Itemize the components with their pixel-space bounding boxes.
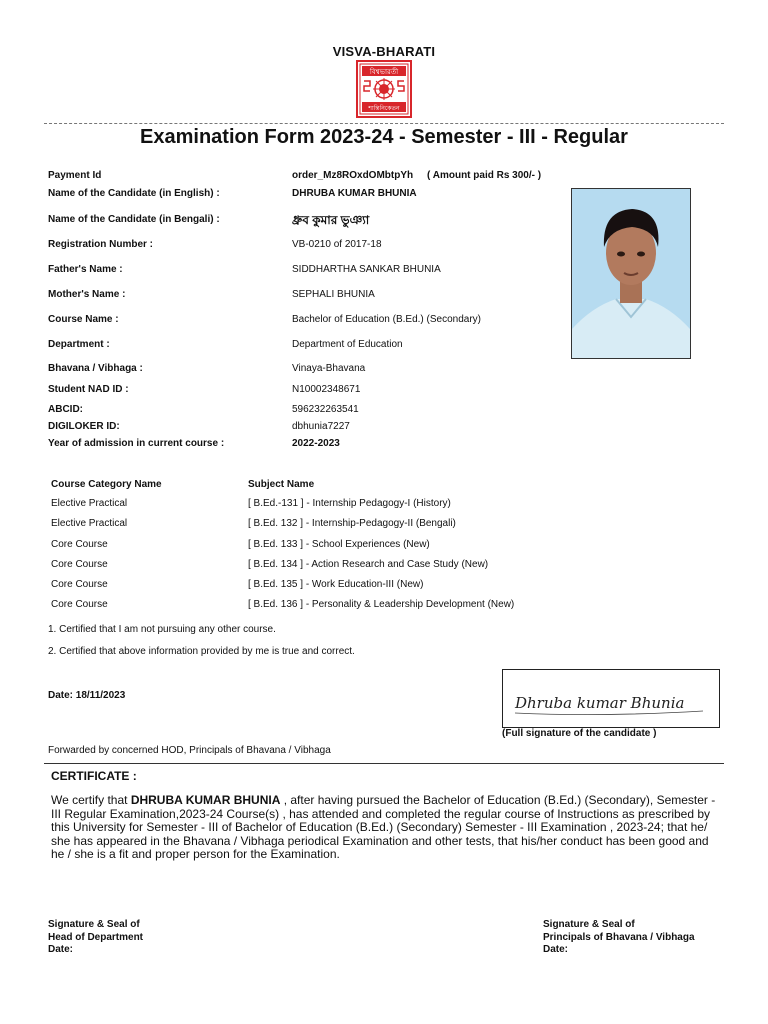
payment-id-label: Payment Id	[48, 170, 102, 181]
principal-signature-line-2: Principals of Bhavana / Vibhaga	[543, 931, 695, 943]
signature-caption: (Full signature of the candidate )	[502, 728, 657, 739]
table-row-subject: [ B.Ed.-131 ] - Internship Pedagogy-I (History)	[248, 498, 451, 509]
mother-name-label: Mother's Name :	[48, 289, 126, 300]
table-row-category: Core Course	[51, 559, 108, 570]
candidate-photo	[571, 188, 691, 359]
candidate-signature: Dhruba kumar Bhunia	[515, 694, 685, 712]
abcid-value: 596232263541	[292, 404, 359, 415]
mother-name-value: SEPHALI BHUNIA	[292, 289, 375, 300]
subject-table-header-category: Course Category Name	[51, 479, 162, 490]
table-row-subject: [ B.Ed. 133 ] - School Experiences (New)	[248, 539, 430, 550]
name-bn-label: Name of the Candidate (in Bengali) :	[48, 214, 220, 225]
hod-signature-line-1: Signature & Seal of	[48, 919, 140, 930]
certificate-candidate-name: DHRUBA KUMAR BHUNIA	[130, 793, 281, 807]
candidate-signature-box	[502, 669, 720, 728]
bhavana-label: Bhavana / Vibhaga :	[48, 363, 143, 374]
name-en-value: DHRUBA KUMAR BHUNIA	[292, 188, 417, 199]
table-row-subject: [ B.Ed. 134 ] - Action Research and Case Study (New)	[248, 559, 489, 570]
bhavana-value: Vinaya-Bhavana	[292, 363, 366, 374]
name-en-label: Name of the Candidate (in English) :	[48, 188, 220, 199]
table-row-category: Elective Practical	[51, 498, 128, 509]
table-row-category: Elective Practical	[51, 518, 128, 529]
nad-id-label: Student NAD ID :	[48, 384, 129, 395]
principal-signature-date: Date:	[543, 944, 569, 955]
seal-text-bottom: শান্তিনিকেতন	[368, 105, 400, 112]
declaration-date: Date: 18/11/2023	[48, 690, 126, 701]
certificate-text	[51, 794, 723, 862]
nad-id-value: N10002348671	[292, 384, 361, 395]
hod-signature-line-2: Head of Department	[48, 931, 144, 943]
forwarded-note: Forwarded by concerned HOD, Principals of Bhavana / Vibhaga	[48, 745, 331, 756]
course-name-label: Course Name :	[48, 314, 119, 325]
certificate-heading: CERTIFICATE :	[51, 769, 137, 783]
registration-label: Registration Number :	[48, 239, 154, 250]
payment-id-value: order_Mz8ROxdOMbtpYh	[292, 170, 414, 181]
certificate-divider	[44, 763, 724, 764]
declaration-line-1: 1. Certified that I am not pursuing any other course.	[48, 624, 276, 635]
certificate-text-before: We certify that	[51, 793, 131, 807]
certificate-text-after: , after having pursued the Bachelor of Education (B.Ed.) (Secondary), Semester - III Regular Examination,2023-24 Course(s) , has attended and completed the regular course of Instructions as prescribed by this University for Semester - III of Bachelor of Education (B.Ed.) (Secondary) Semester - III Examination , 2023-24; that he/ she has appeared in the Bhavana / Vibhaga periodical Examination and other tests, that his/her conduct has been good and he / she is a fit and proper person for the Examination.	[51, 793, 716, 861]
table-row-category: Core Course	[51, 539, 108, 550]
name-bn-value: ধ্রুব কুমার ভুঞ্যা	[292, 213, 370, 227]
table-row-subject: [ B.Ed. 136 ] - Personality & Leadership Development (New)	[248, 599, 515, 610]
father-name-label: Father's Name :	[48, 264, 123, 275]
subject-table-header-subject: Subject Name	[248, 479, 315, 490]
registration-value: VB-0210 of 2017-18	[292, 239, 382, 250]
seal-text-top: বিশ্বভারতী	[369, 68, 399, 76]
hod-signature-date: Date:	[48, 944, 74, 955]
principal-signature-line-1: Signature & Seal of	[543, 919, 635, 930]
principal-signature-block	[543, 919, 695, 957]
table-row-subject: [ B.Ed. 132 ] - Internship-Pedagogy-II (Bengali)	[248, 518, 456, 529]
abcid-label: ABCID:	[48, 404, 83, 415]
table-row-category: Core Course	[51, 579, 108, 590]
page-title: Examination Form 2023-24 - Semester - III - Regular	[140, 126, 628, 148]
father-name-value: SIDDHARTHA SANKAR BHUNIA	[292, 264, 441, 275]
table-row-category: Core Course	[51, 599, 108, 610]
department-label: Department :	[48, 339, 110, 350]
university-seal-icon	[356, 60, 412, 118]
admission-year-label: Year of admission in current course :	[48, 438, 225, 449]
dashed-divider	[44, 123, 724, 124]
amount-paid: ( Amount paid Rs 300/- )	[427, 170, 542, 181]
digilocker-value: dbhunia7227	[292, 421, 350, 432]
declaration-line-2: 2. Certified that above information provided by me is true and correct.	[48, 646, 355, 657]
hod-signature-block	[48, 919, 143, 957]
table-row-subject: [ B.Ed. 135 ] - Work Education-III (New)	[248, 579, 424, 590]
department-value: Department of Education	[292, 339, 403, 350]
course-name-value: Bachelor of Education (B.Ed.) (Secondary)	[292, 314, 481, 325]
university-name: VISVA-BHARATI	[332, 44, 436, 59]
digilocker-label: DIGILOKER ID:	[48, 421, 120, 432]
admission-year-value: 2022-2023	[292, 438, 340, 449]
